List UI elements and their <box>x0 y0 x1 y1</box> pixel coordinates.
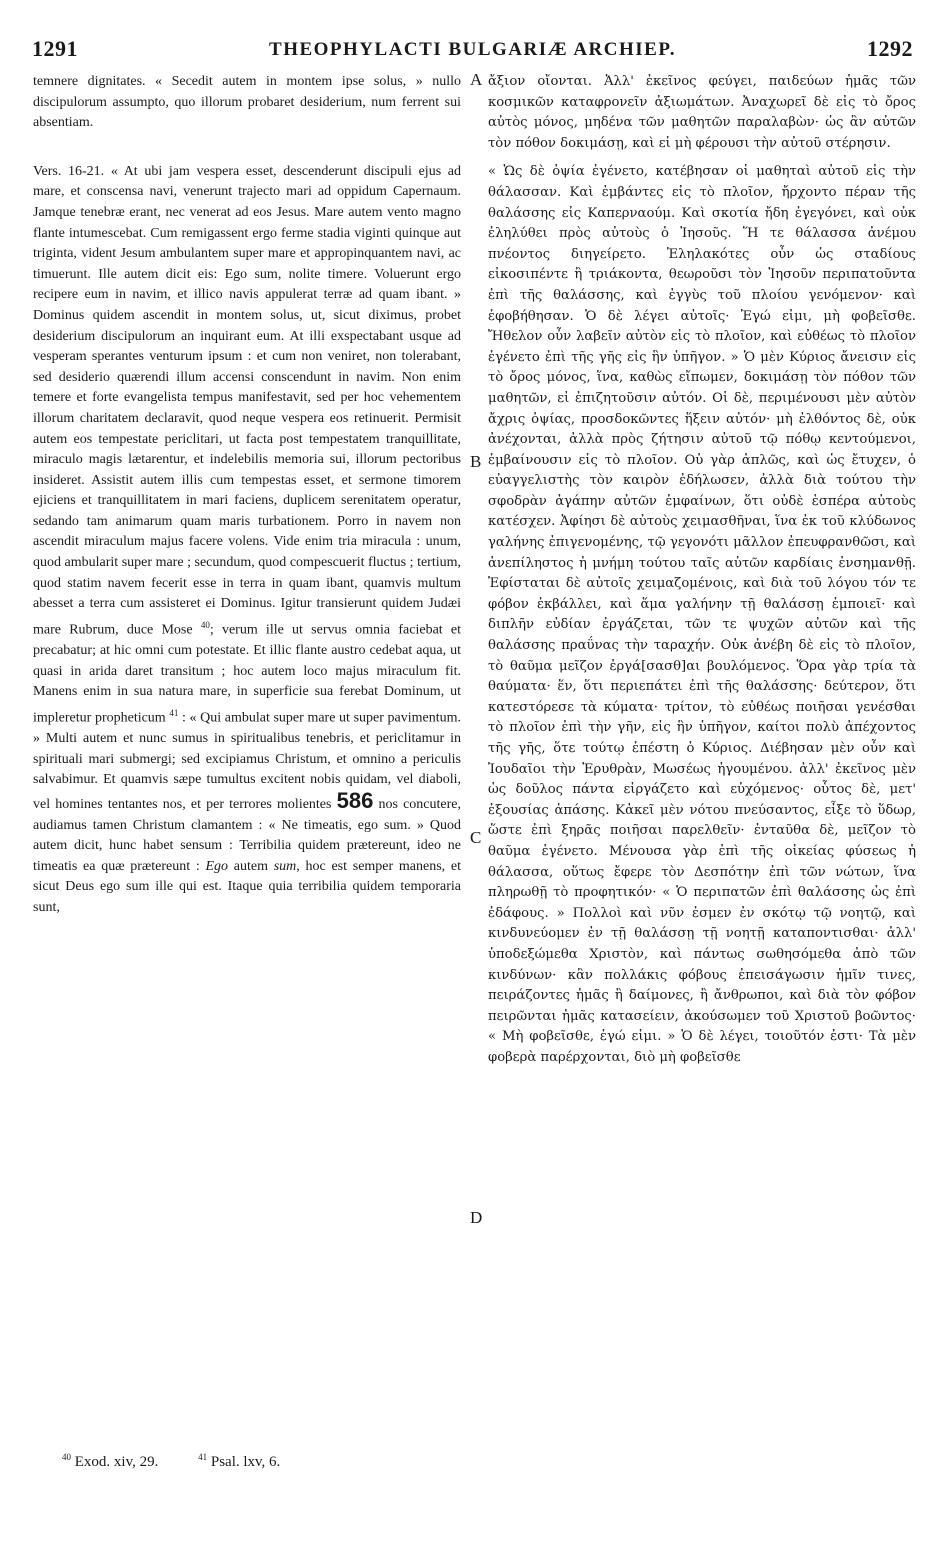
latin-autem: autem <box>228 858 274 874</box>
greek-column <box>488 72 916 1069</box>
footnote-ref-40: 40 <box>200 619 210 630</box>
latin-paragraph-2 <box>33 162 461 919</box>
footnote-number: 41 <box>198 1452 208 1462</box>
latin-paragraph-1: temnere dignitates. « Secedit autem in montem ipse solus, » nullo discipulorum assumpto, quo illorum probaret desiderium, num ferrent sui absentiam. <box>33 74 461 131</box>
greek-paragraph-1: ἄξιον οἴονται. Ἀλλ' ἐκεῖνος φεύγει, παιδεύων ἡμᾶς τῶν κοσμικῶν καταφρονεῖν ἀξιωμάτων. Ἀναχωρεῖ δὲ εἰς τὸ ὄρος αὐτὸς μόνος, μηδένα τῶν μαθητῶν παραλαβὼν· ὡς ἂν αὐτῶν τὸν πόθον δοκιμάσῃ, καὶ εἰ μὴ φέρουσι τὴν αὐτοῦ στέρησιν. <box>488 74 916 151</box>
footnote-number: 40 <box>62 1452 71 1462</box>
footnote-text: Exod. xiv, 29. <box>74 1454 159 1470</box>
greek-paragraph-2: « Ὡς δὲ ὀψία ἐγένετο, κατέβησαν οἱ μαθηταὶ αὐτοῦ εἰς τὴν θάλασσαν. Καὶ ἐμβάντες εἰς τὸ πλοῖον, ἤρχοντο πέραν τῆς θαλάσσης εἰς Καπερναούμ. Καὶ σκοτία ἤδη ἐγεγόνει, καὶ οὐκ ἐληλύθει πρὸς αὐτοὺς ὁ Ἰησοῦς. Ἥ τε θάλασσα ἀνέμου πνέοντος διηγείρετο. Ἐληλακότες οὖν ὡς σταδίους εἰκοσιπέντε ἢ τριάκοντα, θεωροῦσι τὸν Ἰησοῦν περιπατοῦντα ἐπὶ τῆς θαλάσσης, καὶ ἐγγὺς τοῦ πλοίου γενόμενον· καὶ ἐφοβήθησαν. Ὁ δὲ λέγει αὐτοῖς· Ἐγώ εἰμι, μὴ φοβεῖσθε. Ἤθελον οὖν λαβεῖν αὐτὸν εἰς τὸ πλοῖον, καὶ εὐθέως τὸ πλοῖον ἐγένετο ἐπὶ τῆς γῆς εἰς ἣν ὑπῆγον. » Ὁ μὲν Κύριος ἄνεισιν εἰς τὸ ὄρος μόνος, ἵνα, καθὼς εἴπωμεν, δοκιμάσῃ τὸν πόθον τῶν μαθητῶν, εἰ ἐπιζητοῦσιν αὐτόν. Οἱ δὲ, περιμένουσι μὲν αὐτὸν ἄχρις ὀψίας, προσδοκῶντες ἥξειν αὐτόν· μὴ ἐλθόντος δὲ, οὐκ ἀνέχονται, ἀλλὰ πρὸς ζήτησιν αὐτοῦ τῷ πόθῳ κεντούμενοι, ἐμβαίνουσιν εἰς τὸ πλοῖον. Οὐ γὰρ ἁπλῶς, καὶ ὡς ἔτυχεν, ὁ εὐαγγελιστὴς τὸν καιρὸν ἐδήλωσεν, ἀλλὰ διὰ τούτου τὴν σφοδρὰν ἀγάπην αὐτῶν ἐμφαίνων, ὅτι οὐδὲ ἑσπέρα αὐτοὺς κατέσχεν. Ἀφίησι δὲ αὐτοὺς χειμασθῆναι, ἵνα ἐκ τοῦ κλύδωνος γαλήνης ἐπιγενομένης, τῷ γεγονότι μᾶλλον ἐπευφρανθῶσι, καὶ ἀνεπίληστος ἡ μνήμη τούτου ταῖς αὐτῶν καρδίαις ἐνσημανθῇ. Ἐφίσταται δὲ αὐτοῖς χειμαζομένοις, καὶ διὰ τοῦ λόγου τόν τε φόβον ἐκβάλλει, καὶ ἅμα γαλήνην τῇ θαλάσσῃ ἐμποιεῖ· καὶ διπλῆν εὐδίαν ἐργάζεται, τῶν τε ψυχῶν αὐτῶν καὶ τῆς θαλάσσης πραΰνας τὴν ταραχήν. Οὐκ ἀνέβη δὲ εἰς τὸ πλοῖον, τὸ θαῦμα μεῖζον ἐργά[σασθ]αι βουλόμενος. Ὅρα γὰρ τρία τὰ θαύματα· ἕν, ὅτι περιεπάτει ἐπὶ τῆς θαλάσσης· δεύτερον, ὅτι κατεστόρεσε τὰ κύματα· τρίτον, τὸ εὐθέως ποιῆσαι γενέσθαι τὸ πλοῖον ἐπὶ τὴν γῆν, εἰς ἣν ὑπῆγον, καίτοι πολὺ ἀπέχοντος τῆς γῆς, ὅτε τούτῳ ἐπέστη ὁ Κύριος. Διέβησαν μὲν οὖν καὶ Ἰουδαῖοι τὴν Ἐρυθρὰν, Μωσέως ἡγουμένου. ἀλλ' ἐκεῖνος μὲν ὡς δοῦλος πάντα εἰργάζετο καὶ εὐχόμενος· οὗτος δὲ, μετ' ἐξουσίας ἁπάσης. Κἀκεῖ μὲν νότου πνεύσαντος, εἶξε τὸ ὕδωρ, ὥστε ἐπὶ ξηρᾶς ποιῆσαι παρελθεῖν· ἐνταῦθα δὲ, μεῖζον τὸ θαῦμα ἐγένετο. Μένουσα γὰρ ἐπὶ τῆς οἰκείας φύσεως ἡ θάλασσα, οὕτως ἔφερε τὸν Δεσπότην ἐπὶ τῶν νώτων, ἵνα πληρωθῇ τὸ προφητικόν· « Ὁ περιπατῶν ἐπὶ θαλάσσης ὡς ἐπὶ ἐδάφους. » Πολλοὶ καὶ νῦν ἐσμεν ἐν σκότῳ τῷ νοητῷ, καὶ κινδυνεύομεν ἐν τῇ θαλάσσῃ τῇ νοητῇ καταποντισθαι· ἀλλ' ὑποδεξώμεθα Χριστὸν, καὶ πάντως σωθησόμεθα ἀπὸ τῶν κινδύνων· κἂν πολλάκις φόβους ἐπεισάγωσιν ἡμῖν τινες, πειράζοντες ἡμᾶς ἢ δαίμονες, ἢ ἄνθρωποι, καὶ διὰ τὸν φόβον πειρῶνται ἡμᾶς κατασείειν, ἀκούσωμεν τοῦ Χριστοῦ βοῶντος· « Μὴ φοβεῖσθε, ἐγώ εἰμι. » Ὁ δὲ λέγει, τοιοῦτόν ἐστι· Τὰ μὲν φοβερὰ παρέρχονται, διὸ μὴ φοβεῖσθε <box>488 164 916 1065</box>
footnote-text: Psal. lxv, 6. <box>210 1454 281 1470</box>
latin-column <box>33 72 461 918</box>
right-page-number: 1292 <box>867 36 913 61</box>
latin-text-e: , hoc est semper manens, et sicut Deus ego sum ille qui est. Itaque quia terribilia quidem temporaria sunt, <box>33 858 461 915</box>
left-page-number: 1291 <box>32 36 78 61</box>
latin-text-b: ; verum ille ut servus omnia faciebat et precabatur; at hic omni cum potestate. Et illic flante austro cedebat aqua, ut quasi in arida daret transitum ; hoc autem loco majus miraculum fit. Manens enim in sua natura mare, in superficie sua ferebat Dominum, ut impleretur propheticum <box>33 622 462 726</box>
footnote-40 <box>62 1454 176 1470</box>
italic-ego: Ego <box>205 858 229 874</box>
running-title: THEOPHYLACTI BULGARIÆ ARCHIEP. <box>269 39 676 60</box>
margin-letter-a: A <box>470 70 483 89</box>
latin-text-c: : « Qui ambulat super mare ut super pavimentum. » Multi autem et nunc sumus in spiritualibus tenebris, et periclitamur in spirituali mari submergi; sed excipiamus Christum, et omnino a periculis salvabimur. Et quamvis sæpe tumultus excitent nobis quidam, vel diaboli, vel homines tentantes nos, et per terrores molientes <box>33 710 462 812</box>
page-header <box>30 30 915 70</box>
margin-letter-c: C <box>470 828 482 847</box>
latin-text-a: Vers. 16-21. « At ubi jam vespera esset, descenderunt discipuli ejus ad mare, et conscensa navi, venerunt trajecto mari ad oppidum Capernaum. Jamque tenebræ erant, nec venerat ad eos Jesus. Mare autem vento magno flante intumescebat. Cum remigassent ergo ferme stadia viginti quinque aut triginta, vident Jesum ambulantem super mare et appropinquantem navi, ac timuerunt. Ille autem dicit eis: Ego sum, nolite timere. Voluerunt ergo recipere eum in navim, et illico navis appulerat terræ ad quam ibant. » Dominus quidem ascendit in montem solus, ut, sicut diximus, probet desiderium discipulorum an inquirant eum. At illi exspectabant usque ad vesperam sperantes venturum ipsum : et cum non veniret, non tolerabant, sed desiderio quærendi illum accensi conscendunt in navim. Non enim temere et forte evangelista tempus manifestavit, sed per hoc vehementem illorum charitatem declaravit, quod neque vespera eos retinuerit. Permisit autem eos tempestate periclitari, ut facta post tempestatem tranquillitate, miraculo magis lætarentur, et indelebilis memoria sui, illorum pectoribus insideret. Assistit autem illis cum tempestas esset, et sermone timorem ejiciens et tranquillitatem in mari faciens, duplicem serenitatem operatur, sedando tam animarum quam maris turbationem. Porro in navem non ascendit miraculum majus facere volens. Vide enim tria miracula : unum, quod ambularit super mare ; secundum, quod compescuerit fluctus ; tertium, quod statim navem fecerit esse in terra in quam ibant, quamvis multum abesset a terra cum assisteret ei Dominus. Igitur transierunt quidem Judæi mare Rubrum, duce Mose <box>33 163 461 638</box>
footnote-ref-41: 41 <box>169 707 179 718</box>
margin-letter-d: D <box>470 1208 483 1227</box>
latin-text-d: nos concutere, audiamus tamen Christum clamantem : « Ne timeatis, ego sum. » Quod autem dicit, hunc habet sensum : Terribilia quidem prætereunt, ideo ne timeatis ea quæ prætereunt : <box>33 796 462 874</box>
margin-letter-b: B <box>470 452 482 471</box>
italic-sum: sum <box>273 858 297 874</box>
footnote-41 <box>198 1454 298 1470</box>
column-number: 586 <box>336 787 374 813</box>
footnotes <box>62 1452 316 1471</box>
